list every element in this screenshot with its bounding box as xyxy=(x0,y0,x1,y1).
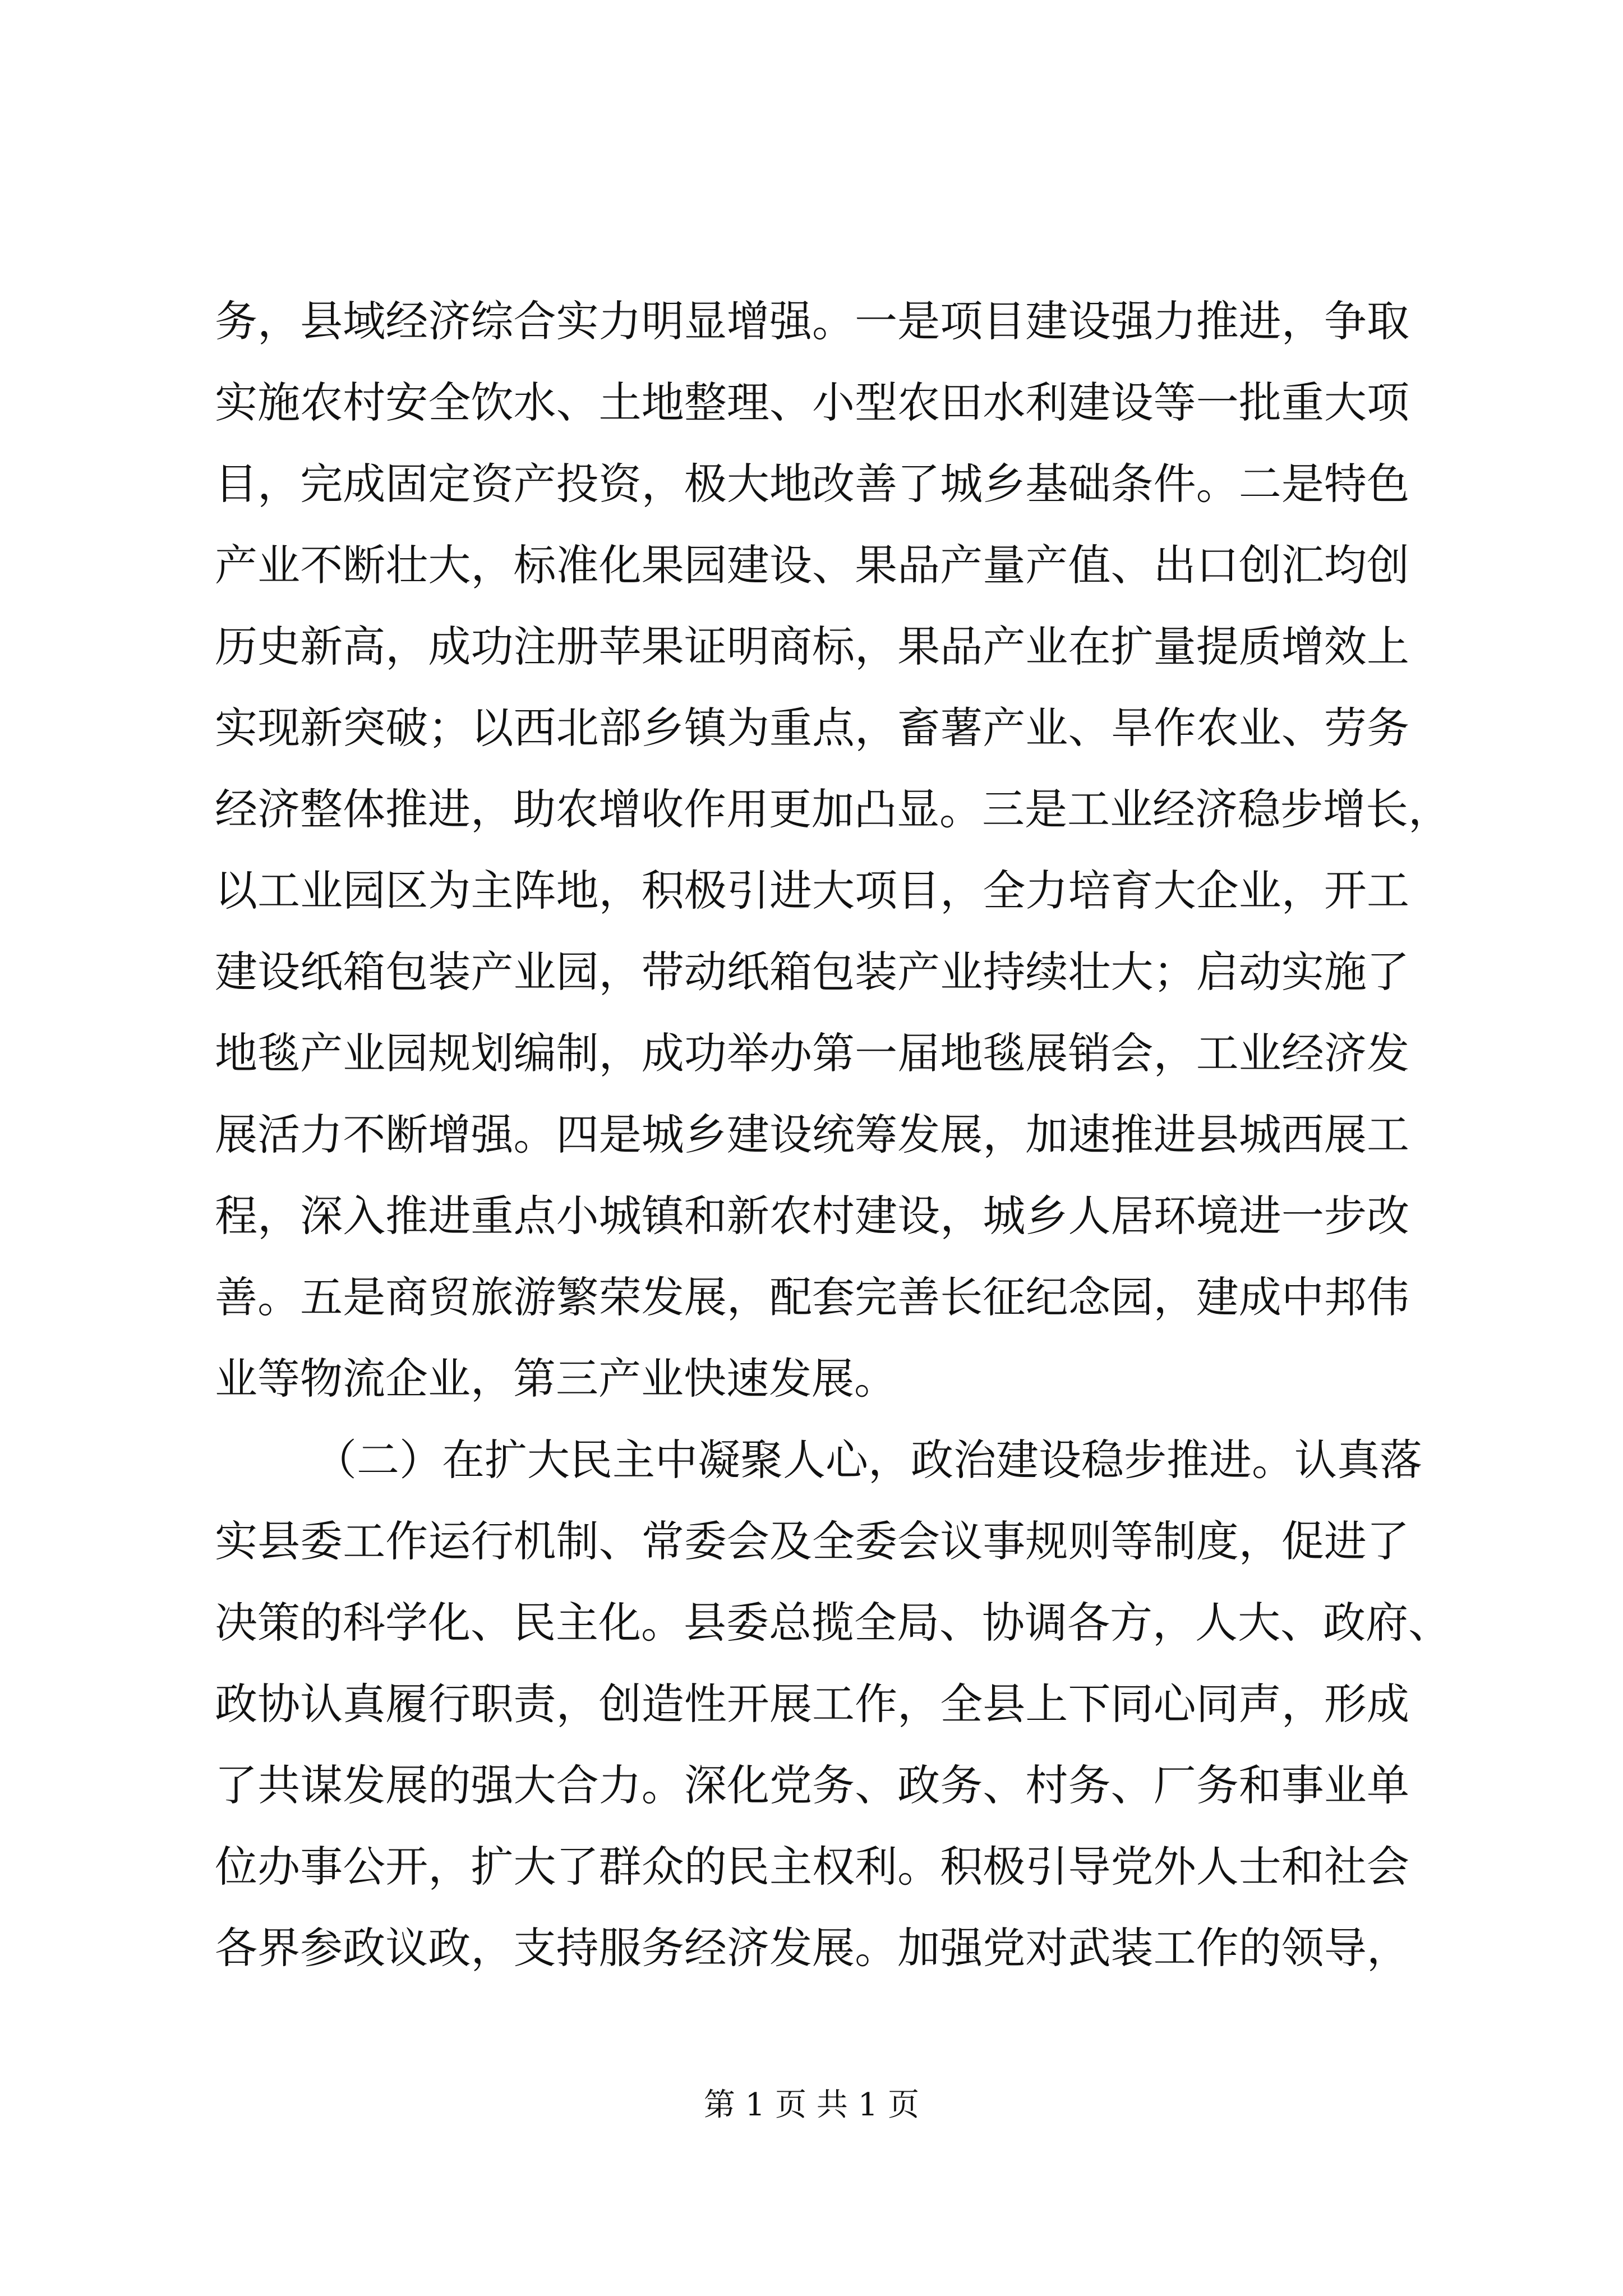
page-number-footer: 第 1 页 共 1 页 xyxy=(703,2087,920,2123)
body-line: 展活力不断增强。四是城乡建设统筹发展，加速推进县城西展工 xyxy=(215,1110,1409,1159)
body-line: 以工业园区为主阵地，积极引进大项目，全力培育大企业，开工 xyxy=(215,866,1409,915)
body-line: 决策的科学化、民主化。县委总揽全局、协调各方，人大、政府、 xyxy=(215,1598,1451,1648)
body-line: 目，完成固定资产投资，极大地改善了城乡基础条件。二是特色 xyxy=(215,459,1409,509)
body-line: 实施农村安全饮水、土地整理、小型农田水利建设等一批重大项 xyxy=(215,378,1409,427)
body-line: 务，县域经济综合实力明显增强。一是项目建设强力推进，争取 xyxy=(215,296,1409,346)
body-line: 了共谋发展的强大合力。深化党务、政务、村务、厂务和事业单 xyxy=(215,1760,1409,1810)
body-line: 建设纸箱包装产业园，带动纸箱包装产业持续壮大；启动实施了 xyxy=(215,947,1409,997)
body-line: 历史新高，成功注册苹果证明商标，果品产业在扩量提质增效上 xyxy=(215,622,1409,671)
body-line: 地毯产业园规划编制，成功举办第一届地毯展销会，工业经济发 xyxy=(215,1028,1409,1078)
body-line: 实现新突破；以西北部乡镇为重点，畜薯产业、旱作农业、劳务 xyxy=(215,703,1409,753)
body-line: 位办事公开，扩大了群众的民主权利。积极引导党外人士和社会 xyxy=(215,1842,1409,1892)
body-line: 实县委工作运行机制、常委会及全委会议事规则等制度，促进了 xyxy=(215,1516,1409,1566)
body-line: 程，深入推进重点小城镇和新农村建设，城乡人居环境进一步改 xyxy=(215,1191,1409,1241)
body-line: 产业不断壮大，标准化果园建设、果品产量产值、出口创汇均创 xyxy=(215,540,1409,590)
section-heading-line: （二）在扩大民主中凝聚人心，政治建设稳步推进。认真落 xyxy=(314,1435,1422,1485)
body-line: 善。五是商贸旅游繁荣发展，配套完善长征纪念园，建成中邦伟 xyxy=(215,1272,1409,1322)
body-line: 各界参政议政，支持服务经济发展。加强党对武装工作的领导， xyxy=(215,1923,1409,1973)
body-line: 政协认真履行职责，创造性开展工作，全县上下同心同声，形成 xyxy=(215,1679,1409,1729)
body-line: 经济整体推进，助农增收作用更加凸显。三是工业经济稳步增长， xyxy=(215,784,1451,834)
body-line: 业等物流企业，第三产业快速发展。 xyxy=(215,1354,897,1404)
